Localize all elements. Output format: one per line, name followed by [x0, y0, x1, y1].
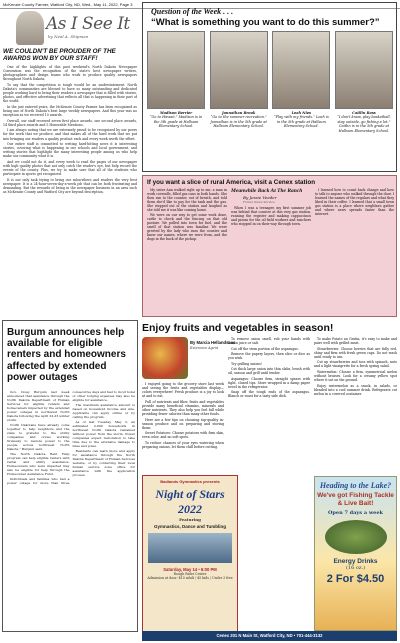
ad-title: Night of Stars 2022 — [155, 487, 225, 516]
paragraph: In the just entered years, the McKenzie County Farmer has been recognized as being one of North Dakota's best large weekly newspapers. And this year was no exception as we received 10 awards. — [3, 104, 137, 118]
fishing-ad — [314, 476, 397, 631]
fruits-headline: Enjoy fruits and vegetables in season! — [142, 322, 334, 334]
fruits-column-3 — [314, 337, 397, 474]
pink-headline: If you want a slice of rural America, visit a Cenex station — [147, 179, 316, 186]
fish-ad-product: Energy Drinks — [333, 558, 378, 565]
answer-text: “Go to the summer recreation.” Jonnathan is in the 5th grade at Hallsum Elementary School. — [210, 115, 267, 129]
answer — [147, 111, 205, 133]
answer-name: Leah Nies — [291, 111, 312, 115]
answer-text: “I don't know, play basketball, stay outside, go fishing a lot.” Caitlin is in the 5th grade at Hallsum Elementary School. — [337, 115, 391, 133]
fish-ad-price: 2 For $4.50 — [326, 573, 385, 585]
paragraph: To make Potato au Gratin, it's easy to make and pairs well with grilled meat. — [314, 337, 397, 346]
paragraph: Cut up strawberries and toss with spinach, nuts and a light vinaigrette for a fresh spring salad. — [314, 360, 397, 369]
paragraph: Gov. Doug Burgum last week announced that assistance through the North Dakota Department of Human Services for eligible renters and homeowners impacted by the extended power outages in northwest North Dakota following the April 22-23 winter storm. — [7, 391, 70, 422]
paragraph: To remove onion smell, rub your hands with lemon juice or salt. — [228, 337, 310, 346]
answer-name: Madison Berrier — [159, 111, 193, 115]
paragraph: It is our only task trying to bring our subscribers and readers the very best newspaper. It is a 24-hour-seven-day-a-week job that can be both frustrating and demanding. But the rewards of being in the newspaper business in an area such as McKenzie County and Watford City are beyond description. — [3, 177, 137, 195]
paragraph: We were on our way to get some work done, cattle to check and the fencing on that old pasture. We pulled into town for fuel, and the smell of that station was familiar. We were greeted by the lady who runs the counter and knew our names, where we were from, and the dogs in the back of the pickup. — [147, 213, 227, 242]
paragraph: I enjoyed going to the grocery store last week and seeing the fruits and vegetables display—colors everywhere! Fresh produce is a joy to look at and to eat. — [142, 382, 224, 399]
answer-text: “Play with my friends.” Leah is in the 5th grade at Hallsum Elementary School. — [273, 115, 329, 129]
answer-name: Jonnathan Brook — [221, 111, 256, 115]
answer — [210, 111, 268, 133]
ad-date: Saturday, May 14 • 6:00 PM — [163, 567, 217, 572]
fish-ad-tagline: We've got Fishing Tackle & Live Bait! — [317, 492, 394, 507]
paragraph: My sister Ann walked right up to me, a man in work coveralls, filled gas cans in both hands. She then ran to the counter, out of breath, and told them she'd like to pay for the tank and the gas. She stepped out of the station and laughed as she told me it was like coming home. — [147, 188, 227, 212]
paragraph: As of last Tuesday, May 3, an estimated 2,000 households in northwest North Dakota remained without power from the storm. Power companies expect restoration to take time due to the extensive damage to lines and poles. — [72, 420, 135, 448]
qow-label: Question of the Week . . . — [151, 7, 234, 16]
column-title: Meanwhile Back At The Ranch — [231, 188, 303, 194]
fruits-column-2 — [228, 337, 310, 507]
ad-program: Gymnastics, Dance and Tumbling — [154, 524, 226, 529]
student-photo — [335, 31, 393, 109]
left-headline: WE COULDN'T BE PROUDER OF THE AWARDS WON BY OUR STAFF! — [3, 48, 116, 63]
burgum-body — [7, 391, 135, 631]
fruits-column-1 — [142, 382, 224, 474]
paragraph: The North Dakota Rent Help program can help eligible renters with rental and utility assistance. Homeowners who were impacted may also be eligible for help through the Homeowner Assistance Fund. — [7, 451, 70, 476]
paragraph: I am always noting that we are extremely proud to be recognized by our peers for the work that we produce, and that makes all of the hard work that we put into bringing our readers a quality product each and every week worth the effort. — [3, 128, 137, 141]
paragraph: Strawberries: Choose berries that are fully red, shiny and firm with fresh green caps. Do not wash until ready to use. — [314, 346, 397, 359]
student-photo — [210, 31, 268, 109]
column-byline: By Jessie Veeder — [243, 195, 277, 200]
student-photo — [272, 31, 330, 109]
answer — [272, 111, 330, 133]
paragraph: Full of nutrients and fiber, fruits and vegetables provide many beneficial vitamins, minerals and other nutrients. They also help you feel full while providing fewer calories than many other foods. — [142, 399, 224, 417]
qow-photos — [147, 31, 393, 109]
column-byline: by Neal A. Shipman — [48, 34, 89, 39]
pink-column-2 — [231, 206, 311, 227]
column-byline-sub: Forum News Service — [243, 200, 275, 204]
paragraph: And we could not do it, and every week to read the pages of our newspaper with high quality photos that not only catch the reader's eye, but help record the events of the county. Plus, we try to make sure that all of the students who participate in sports get recognized. — [3, 159, 137, 177]
left-article-body — [3, 65, 137, 317]
answer — [335, 111, 393, 133]
cenex-footer: Cenex 201 N Main St, Watford City, ND • 701-444-3132 — [142, 631, 397, 641]
paragraph: Here are a few tips on choosing top-quality in-season produce and on preparing and storing them: — [142, 417, 224, 430]
fish-icon — [325, 520, 387, 554]
paragraph: The maximum assistance amount is based on household income and size. Applicants can apply online or by calling the program. — [72, 403, 135, 420]
paragraph: Sweet Potatoes: Choose potatoes with firm skin, even color, and no soft spots. — [142, 431, 224, 440]
burgum-article — [2, 320, 138, 632]
author-portrait — [16, 11, 44, 45]
pink-column-3 — [315, 188, 394, 217]
ad-presenter: Badlands Gymnastics presents — [160, 479, 220, 484]
ad-subtitle: Featuring — [179, 517, 201, 522]
night-of-stars-ad — [142, 475, 238, 640]
masthead-text: McKenzie County Farmer, Watford City, ND, Wed., May 11, 2022, Page 3 — [3, 2, 133, 7]
burgum-headline: Burgum announces help available for eligible renters and homeowners affected by extended power outages — [7, 327, 126, 383]
paragraph: Remove the papery layers, then slice or dice as you wish. — [228, 352, 310, 361]
rural-america-column — [142, 175, 397, 317]
ad-admission: Admission at door: $10 adult / $5 kids / Under 3 free — [147, 576, 233, 580]
ad-venue: Rough Rider Center — [173, 572, 207, 576]
paragraph: Snap off the tough ends of the asparagus. Blanch or roast for a tasty side dish. — [228, 390, 310, 399]
fruits-author-sub: Extension Agent — [190, 346, 219, 350]
paragraph: Individuals and families who had a power outage for more than three consecutive days and had to incur hotel or other lodging expenses may also be eligible for assistance. — [7, 391, 135, 485]
paragraph: Enjoy watermelon as a snack, in salads, or blended into a cool summer drink. Refrigerate cut melon in a covered container. — [314, 383, 397, 396]
answer-name: Caitlin Ross — [352, 111, 376, 115]
paragraph: Watermelon: Choose a firm, symmetrical melon without bruises. Look for a creamy yellow spot where it sat on the ground. — [314, 369, 397, 383]
paragraph: Residents can learn more and apply for assistance through the North Dakota Department of Human Services website, or by contacting their local human service zone office for assistance with the application process. — [72, 449, 135, 477]
qow-answers — [147, 111, 393, 133]
paragraph: Cut off the stem portion of the asparagus. — [231, 346, 299, 351]
question-of-the-week — [142, 2, 397, 172]
paragraph: To reduce chances of your eyes watering when preparing onions, let them chill before cutting. — [142, 440, 224, 449]
paragraph: North Dakotans have already come together to help neighbors and the state is grateful to the utility companies and crews working tirelessly to restore power to the people across northwest North Dakota,” Burgum said. — [7, 422, 70, 451]
column-header-as-i-see-it — [14, 11, 132, 45]
fish-ad-hours: Open 7 days a week — [328, 510, 383, 516]
column-title: As I See It — [46, 14, 130, 34]
paragraph: I learned how to count back change and how to talk to anyone who walked through the door. I learned the names of the regulars and what they liked in their coffee. I learned that a small town gas station is a place where neighbors gather and where news spreads faster than the internet. — [315, 188, 395, 216]
paragraph: Overall, our staff received seven first place awards, one second place awards, 14 third place awards and 5 Honorable Mentions. — [3, 118, 137, 127]
answer-text: “Go to Hawaii.” Madison is in the 5th grade at Hallsum Elementary School. — [149, 115, 203, 129]
fish-ad-title: Heading to the Lake? — [319, 481, 392, 490]
author-photo — [142, 337, 188, 379]
paragraph: Our entire staff is committed to writing hard-hitting news it is interesting stories, covering what is happening in our schools and local government, and writing stories that highlight the many interesting people among us who help make our community what it is. — [3, 142, 137, 159]
fish-ad-size: (16 oz.) — [345, 565, 366, 571]
pink-column-1 — [147, 188, 227, 243]
paragraph: One of the highlights of this past weekend's North Dakota Newspaper Convention was the recognition of the state's best newspaper writers, photographers and design teams who work to produce quality newspapers throughout North Dakota. — [3, 65, 137, 82]
paragraph: Cut thick large onion into thin slabs, brush with oil, season and grill until tender. — [228, 367, 310, 376]
paragraph: To say that the competition is tough would be an understatement. North Dakota's communities are blessed to have so many outstanding and dedicated people working hard to bring their readers a newspaper that is filled with stories, photos, and effective advertising that reflects all that is happening in their part of the world. — [3, 82, 137, 104]
paragraph: Asparagus: Choose firm, straight spears with tight, closed tips. Store wrapped in a damp paper towel in the refrigerator. — [228, 376, 310, 389]
paragraph: Try grilling onions! — [231, 361, 263, 366]
paragraph: When I was a teenager, my first summer job was behind that counter at this very gas station, running the register and making cappuccinos and pizzas for the oil field workers and ranchers who stopped in on their way through town. — [231, 206, 311, 226]
qow-question: “What is something you want to do this summer?” — [151, 17, 380, 28]
student-photo — [147, 31, 205, 109]
fruits-author: By Marcia Hellandsaas — [190, 340, 236, 345]
ad-photo — [148, 533, 232, 563]
